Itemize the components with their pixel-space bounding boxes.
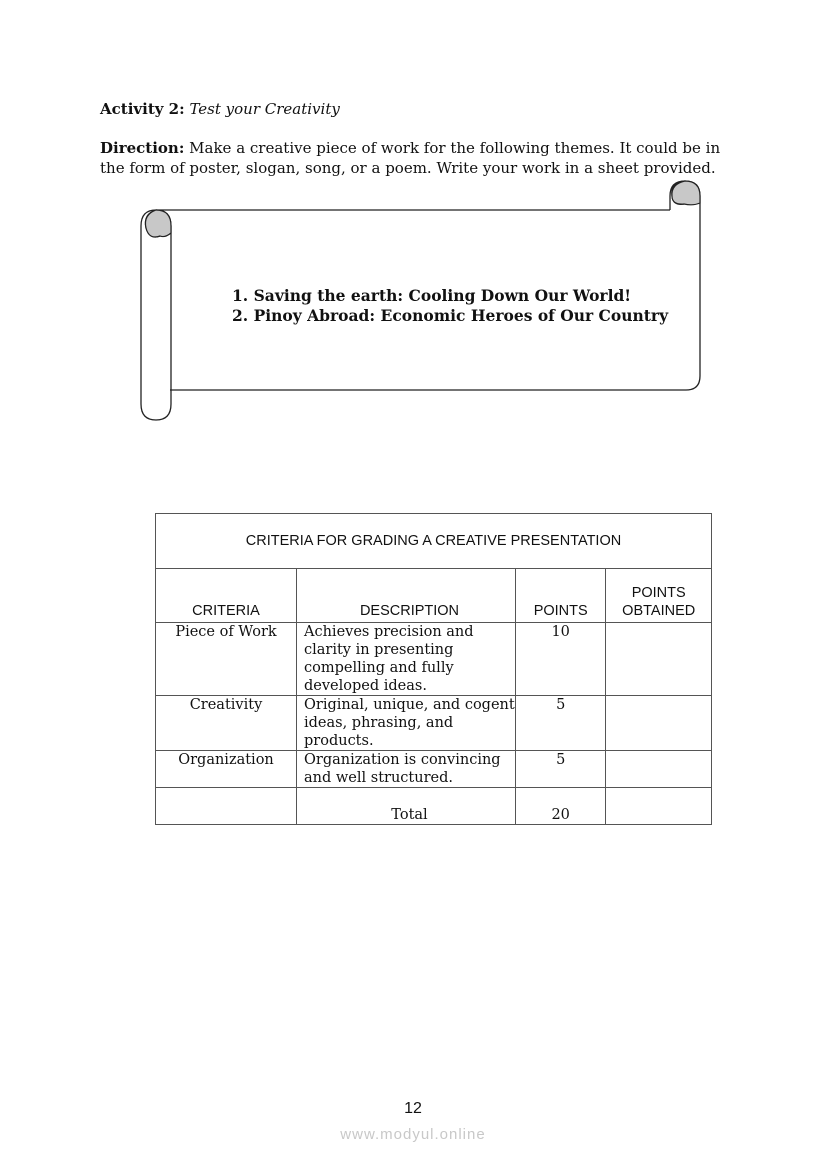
- criteria-cell: Creativity: [156, 696, 297, 751]
- table-row: [156, 751, 712, 788]
- direction-text: Make a creative piece of work for the following themes. It could be in the form of poster, slogan, song, or a poem. Write your work in a sheet provided.: [100, 139, 721, 177]
- rubric-title: CRITERIA FOR GRADING A CREATIVE PRESENTATION: [156, 514, 712, 569]
- points-obtained-cell[interactable]: [606, 751, 712, 788]
- total-obtained-cell[interactable]: [606, 788, 712, 825]
- points-obtained-cell[interactable]: [606, 696, 712, 751]
- points-cell: 5: [515, 751, 605, 788]
- activity-label: Activity 2:: [100, 100, 185, 118]
- header-points: POINTS: [515, 569, 605, 623]
- description-cell: Achieves precision and clarity in presenting compelling and fully developed ideas.: [297, 623, 516, 696]
- total-row: [156, 788, 712, 825]
- watermark: www.modyul.online: [340, 1126, 486, 1143]
- header-description: DESCRIPTION: [297, 569, 516, 623]
- description-cell: Organization is convincing and well structured.: [297, 751, 516, 788]
- points-cell: 5: [515, 696, 605, 751]
- total-label: Total: [297, 788, 516, 825]
- page-number: 12: [404, 1100, 422, 1117]
- header-points-obtained: POINTS OBTAINED: [606, 569, 712, 623]
- activity-title: Test your Creativity: [189, 100, 340, 118]
- theme-item: 1. Saving the earth: Cooling Down Our World!: [232, 286, 632, 305]
- description-cell: Original, unique, and cogent ideas, phrasing, and products.: [297, 696, 516, 751]
- theme-item: 2. Pinoy Abroad: Economic Heroes of Our Country: [232, 306, 669, 325]
- table-row: [156, 623, 712, 696]
- criteria-cell: Organization: [156, 751, 297, 788]
- table-row: [156, 696, 712, 751]
- points-cell: 10: [515, 623, 605, 696]
- criteria-cell: Piece of Work: [156, 623, 297, 696]
- rubric-header-row: [156, 569, 712, 623]
- total-empty-cell: [156, 788, 297, 825]
- header-criteria: CRITERIA: [156, 569, 297, 623]
- points-obtained-cell[interactable]: [606, 623, 712, 696]
- grading-rubric-table: [155, 513, 712, 825]
- total-points: 20: [515, 788, 605, 825]
- theme-list: [232, 286, 668, 326]
- scroll-banner: [0, 0, 826, 440]
- direction-label: Direction:: [100, 139, 185, 157]
